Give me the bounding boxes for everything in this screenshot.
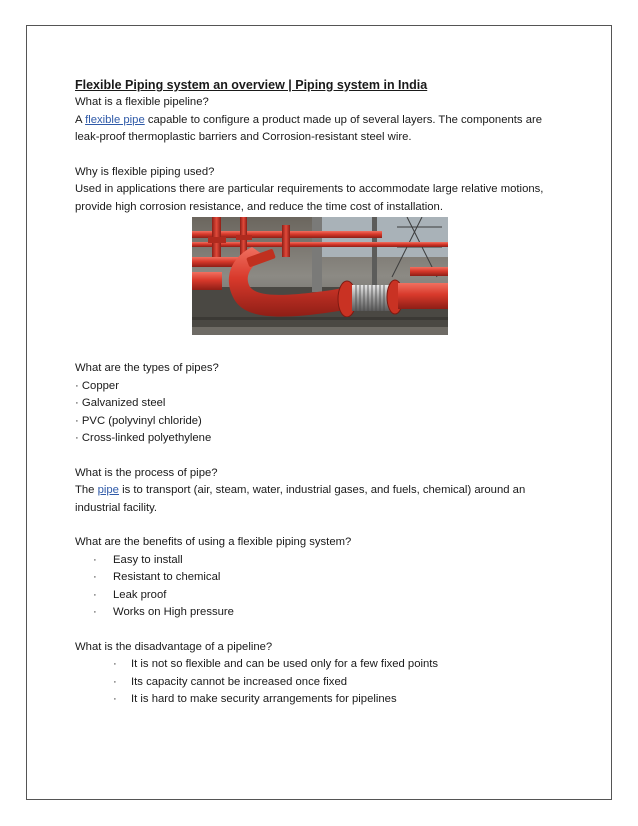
list-item: · It is hard to make security arrangements for pipelines	[75, 691, 555, 709]
benefits-list	[75, 552, 555, 622]
list-item: · Galvanized steel	[75, 397, 166, 409]
pipe-link[interactable]: pipe	[97, 484, 119, 496]
bullet-icon: ·	[113, 658, 117, 670]
answer-rest: capable to configure a product made up of several layers. The components are leak-proof thermoplastic barriers and Corrosion-resistant steel wire.	[75, 113, 543, 143]
bullet-icon: ·	[113, 675, 117, 688]
answer-prefix: A	[75, 113, 86, 126]
answer-flexible-pipeline	[75, 112, 555, 147]
question-benefits: What are the benefits of using a flexible piping system?	[75, 536, 352, 548]
list-item: · Leak proof	[75, 587, 555, 605]
list-item: · Copper	[75, 379, 119, 392]
list-item: · Resistant to chemical	[75, 569, 555, 587]
list-item: · Easy to install	[75, 552, 555, 570]
question-why-flexible: Why is flexible piping used?	[75, 165, 215, 178]
document-content	[75, 76, 555, 709]
disadvantages-list	[75, 656, 555, 709]
bullet-icon: ·	[93, 571, 97, 583]
pipeline-photo	[192, 217, 448, 335]
list-item: · Works on High pressure	[75, 604, 555, 622]
answer-rest: is to transport (air, steam, water, industrial gases, and fuels, chemical) around an industrial facility.	[75, 484, 526, 514]
list-item: · Its capacity cannot be increased once fixed	[75, 674, 555, 692]
bullet-icon: ·	[113, 693, 117, 705]
list-item: · It is not so flexible and can be used only for a few fixed points	[75, 656, 555, 674]
document-page	[26, 25, 612, 800]
list-item: · Cross-linked polyethylene	[75, 432, 212, 444]
bullet-icon: ·	[93, 553, 97, 566]
pipe-types-list	[75, 378, 555, 448]
question-disadvantage: What is the disadvantage of a pipeline?	[75, 640, 273, 653]
question-pipe-types: What are the types of pipes?	[75, 362, 219, 374]
list-item: · PVC (polyvinyl chloride)	[75, 414, 202, 427]
answer-why-flexible: Used in applications there are particular requirements to accommodate large relative motions, provide high corrosion resistance, and reduce the time cost of installation.	[75, 183, 544, 213]
bullet-icon: ·	[93, 606, 97, 618]
flexible-pipe-link[interactable]: flexible pipe	[85, 113, 145, 126]
question-pipe-process: What is the process of pipe?	[75, 466, 218, 479]
answer-prefix: The	[75, 484, 98, 496]
answer-pipe-process	[75, 482, 555, 517]
page-title: Flexible Piping system an overview | Piping system in India	[75, 78, 428, 92]
bullet-icon: ·	[93, 588, 97, 601]
question-flexible-pipeline: What is a flexible pipeline?	[75, 96, 209, 108]
